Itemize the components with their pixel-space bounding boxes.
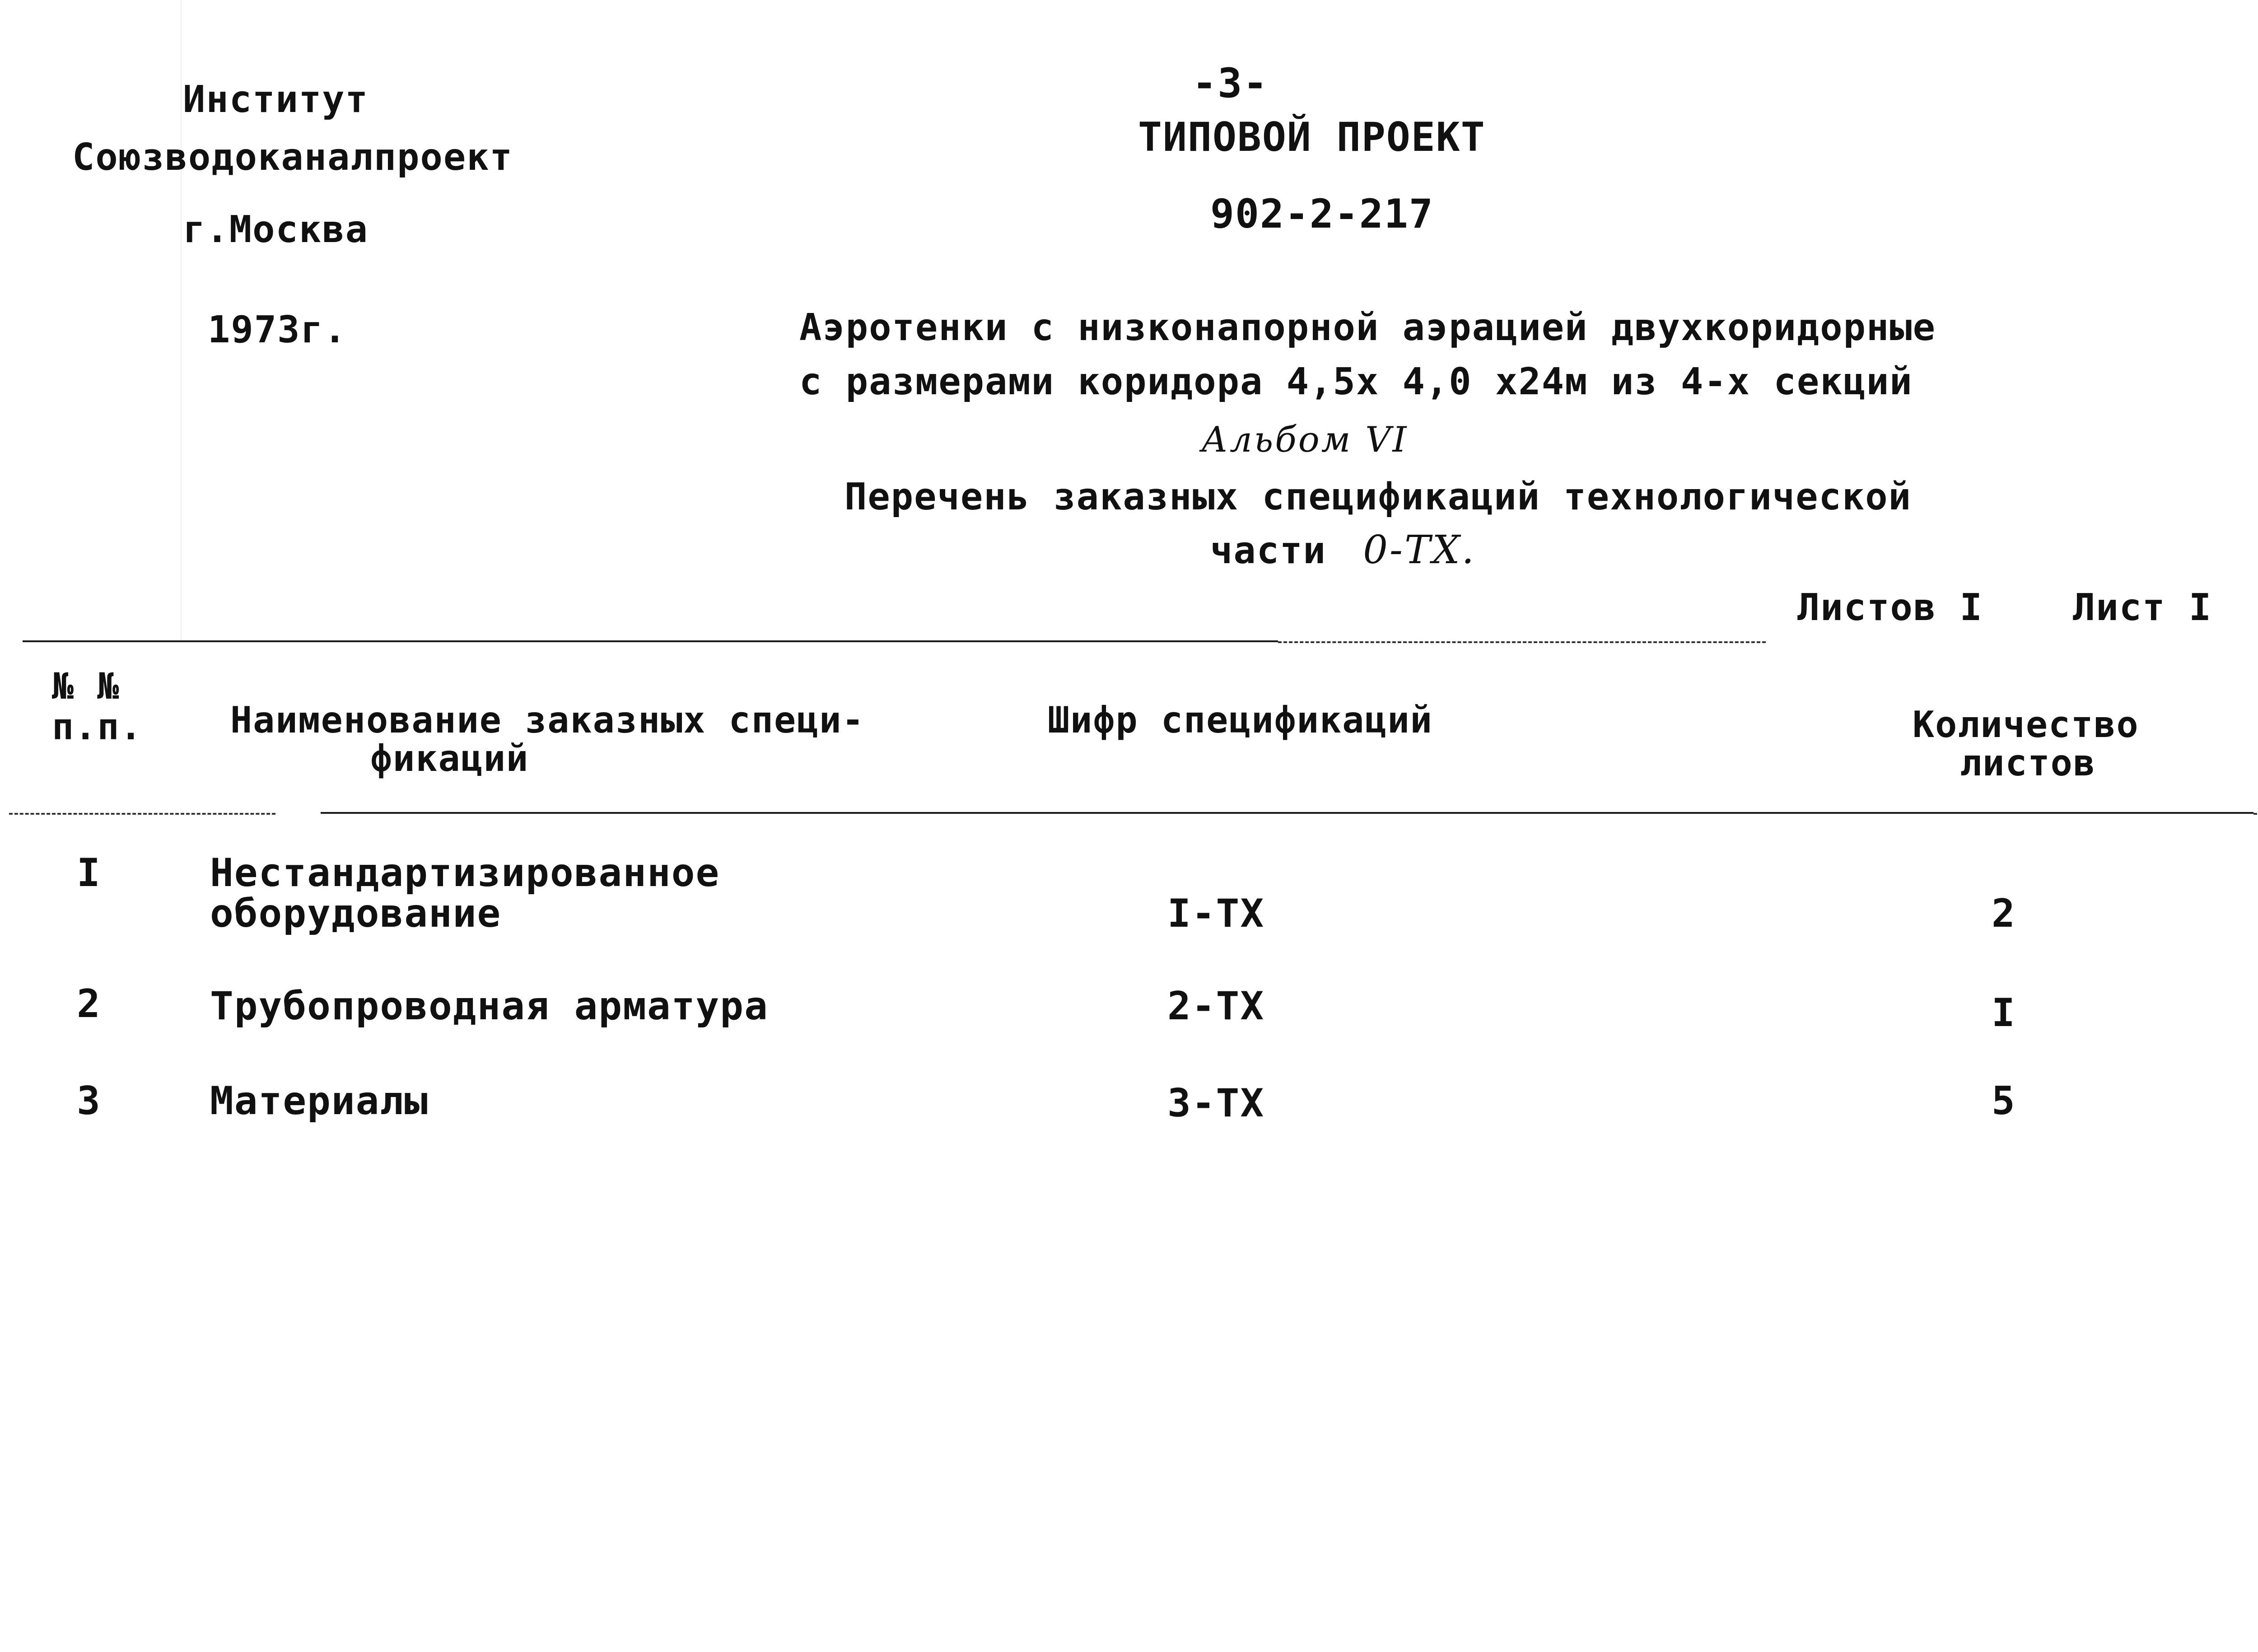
- header-qty-line-1: Количество: [1913, 704, 2139, 746]
- row-2-num: 2: [77, 981, 101, 1027]
- row-3-name-line-1: Материалы: [210, 1078, 429, 1124]
- title-line-3: Перечень заказных спецификаций технологической: [844, 476, 1912, 518]
- header-bottom-rule: [321, 812, 2253, 814]
- header-rule-left: [9, 813, 275, 815]
- table-top-rule: [23, 640, 1278, 642]
- row-3-qty: 5: [1992, 1078, 2016, 1124]
- org-name: Институт: [183, 78, 369, 121]
- table-top-rule-dashed: [1278, 641, 1766, 643]
- title-line-4-text: части: [1210, 529, 1326, 572]
- title-line-2: с размерами коридора 4,5х 4,0 х24м из 4-х секций: [799, 360, 1913, 403]
- city: г.Москва: [183, 208, 369, 251]
- title-line-4: [1210, 527, 1476, 573]
- org-full-name: Союзводоканалпроект: [72, 136, 513, 179]
- row-2-qty: I: [1992, 990, 2016, 1036]
- row-2-name-line-1: Трубопроводная арматура: [210, 984, 769, 1029]
- row-3-code: 3-ТХ: [1167, 1081, 1265, 1126]
- row-1-code: I-ТХ: [1167, 891, 1265, 936]
- header-rule-right: [2253, 813, 2258, 815]
- project-code: 902-2-217: [1210, 191, 1434, 237]
- row-1-qty: 2: [1992, 891, 2016, 936]
- title-line-4-code: 0-ТХ.: [1363, 527, 1476, 573]
- row-1-num: I: [77, 850, 101, 896]
- title-line-1: Аэротенки с низконапорной аэрацией двухкоридорные: [799, 306, 1936, 349]
- scan-edge: [181, 0, 182, 641]
- row-3-num: 3: [77, 1078, 101, 1124]
- header-code: Шифр спецификаций: [1048, 699, 1433, 741]
- page-number: -3-: [1192, 60, 1269, 107]
- header-name-line-1: Наименование заказных специ-: [230, 699, 865, 741]
- sheet-number: Лист I: [2073, 586, 2212, 629]
- year: 1973г.: [208, 308, 347, 351]
- album-label: Альбом VI: [1201, 420, 1409, 460]
- row-1-name-line-1: Нестандартизированное: [210, 850, 720, 896]
- header-name-line-2: фикаций: [370, 737, 529, 779]
- header-num-line-1: № №: [52, 665, 120, 707]
- header-num-line-2: п.п.: [52, 706, 143, 748]
- row-2-code: 2-ТХ: [1167, 984, 1265, 1029]
- row-1-name-line-2: оборудование: [210, 891, 502, 936]
- header-qty-line-2: листов: [1960, 742, 2096, 784]
- doc-type: ТИПОВОЙ ПРОЕКТ: [1138, 114, 1486, 160]
- total-sheets: Листов I: [1797, 586, 1983, 629]
